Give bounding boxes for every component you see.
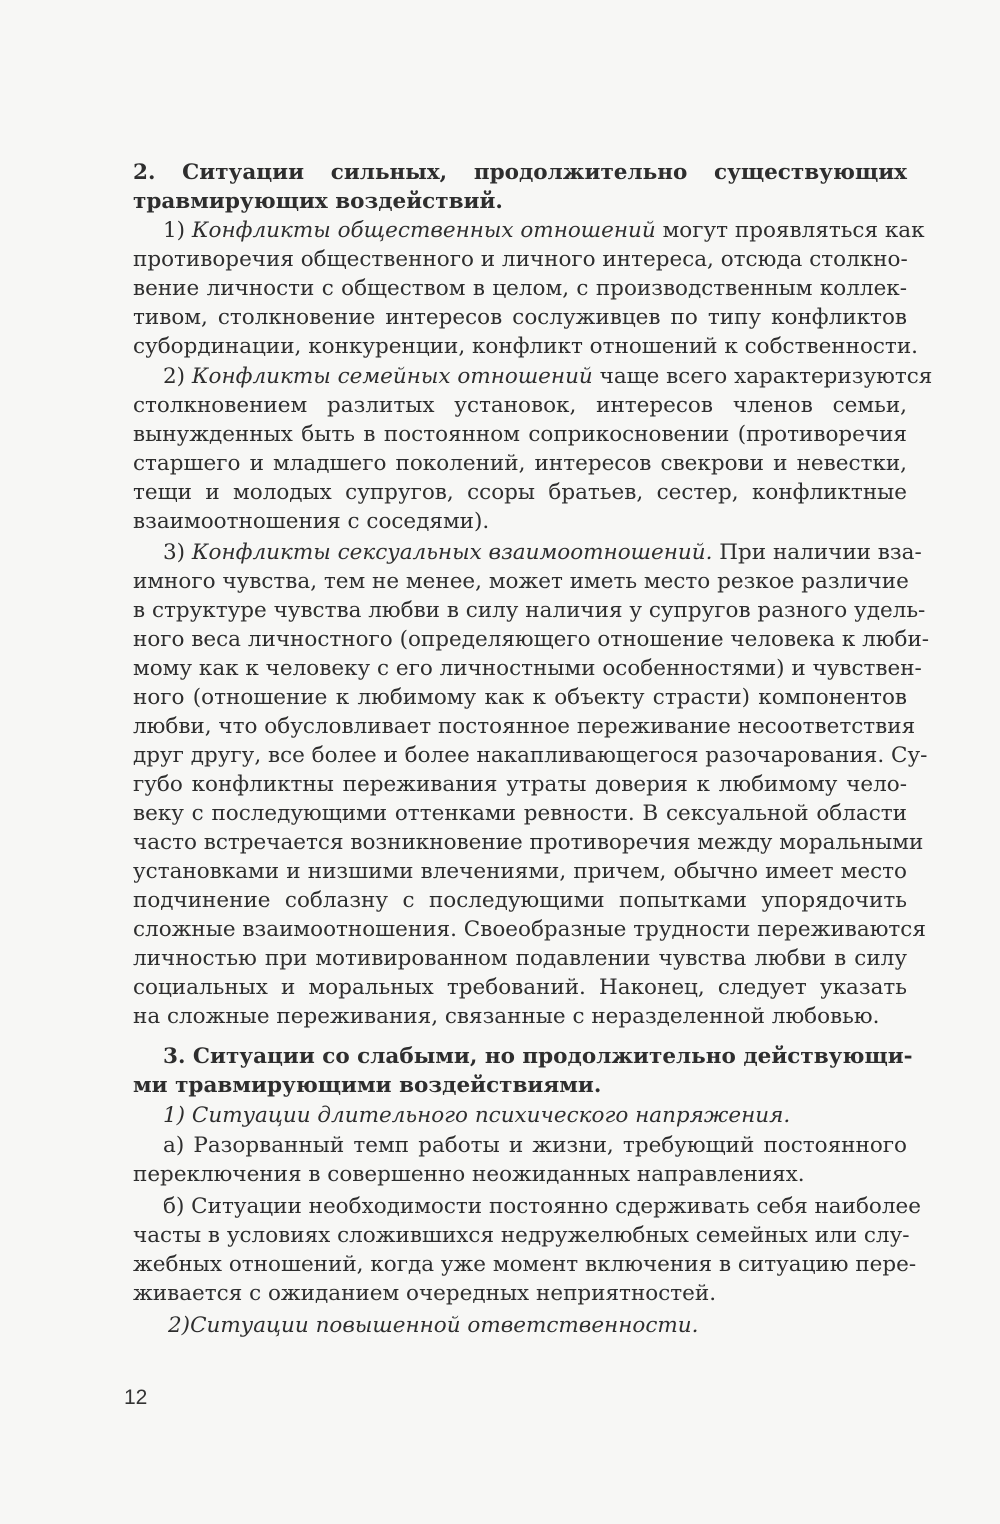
paragraph-2-lead: чаще всего характеризуются xyxy=(592,364,933,389)
paragraph-3-line: подчинение соблазну с последующими попытками упорядочить xyxy=(133,888,907,913)
item-b-line: жебных отношений, когда уже момент включения в ситуацию пере- xyxy=(133,1252,917,1277)
paragraph-1-number: 1) xyxy=(163,218,192,243)
paragraph-1-term: Конфликты общественных отношений xyxy=(191,218,656,243)
subsection-1-title: 1) Ситуации длительного психического напряжения. xyxy=(163,1103,791,1128)
paragraph-3-line: сложные взаимоотношения. Своеобразные трудности переживаются xyxy=(133,917,926,942)
paragraph-2-line: вынужденных быть в постоянном соприкосновении (противоречия xyxy=(133,422,907,447)
paragraph-1-line: субординации, конкуренции, конфликт отношений к собственности. xyxy=(133,334,918,359)
paragraph-2-line: тещи и молодых супругов, ссоры братьев, сестер, конфликтные xyxy=(133,480,907,505)
paragraph-1-lead: могут проявляться как xyxy=(655,218,925,243)
subsection-2-title: 2)Ситуации повышенной ответственности. xyxy=(168,1313,699,1338)
paragraph-3-line: личностью при мотивированном подавлении чувства любви в силу xyxy=(133,946,907,971)
paragraph-3-line: на сложные переживания, связанные с неразделенной любовью. xyxy=(133,1004,880,1029)
paragraph-3-line: установками и низшими влечениями, причем, обычно имеет место xyxy=(133,859,907,884)
paragraph-3-term: Конфликты сексуальных взаимоотношений. xyxy=(191,540,713,565)
paragraph-3-line: губо конфликтны переживания утраты доверия к любимому чело- xyxy=(133,772,907,797)
paragraph-3-first-line xyxy=(163,538,922,567)
paragraph-2-number: 2) xyxy=(163,364,192,389)
paragraph-2-line: взаимоотношения с соседями). xyxy=(133,509,490,534)
item-a-line: переключения в совершенно неожиданных направлениях. xyxy=(133,1162,805,1187)
item-b-line: живается с ожиданием очередных неприятностей. xyxy=(133,1281,717,1306)
paragraph-3-line: ного веса личностного (определяющего отношение человека к люби- xyxy=(133,627,930,652)
page-number: 12 xyxy=(124,1386,148,1409)
section-3-heading-line-2: ми травмирующими воздействиями. xyxy=(133,1073,602,1098)
paragraph-1-line: вение личности с обществом в целом, с производственным коллек- xyxy=(133,276,907,301)
paragraph-3-line: в структуре чувства любви в силу наличия у супругов разного удель- xyxy=(133,598,926,623)
paragraph-3-lead: При наличии вза- xyxy=(712,540,922,565)
paragraph-3-line: мому как к человеку с его личностными особенностями) и чувствен- xyxy=(133,656,922,681)
item-b-line: часты в условиях сложившихся недружелюбных семейных или слу- xyxy=(133,1223,910,1248)
item-b-line: б) Ситуации необходимости постоянно сдерживать себя наиболее xyxy=(163,1194,921,1219)
paragraph-3-line: социальных и моральных требований. Наконец, следует указать xyxy=(133,975,907,1000)
paragraph-3-line: ного (отношение к любимому как к объекту страсти) компонентов xyxy=(133,685,907,710)
paragraph-2-term: Конфликты семейных отношений xyxy=(191,364,593,389)
paragraph-2-first-line xyxy=(163,362,933,391)
item-a-line: а) Разорванный темп работы и жизни, требующий постоянного xyxy=(163,1133,907,1158)
section-2-heading-line-2: травмирующих воздействий. xyxy=(133,189,503,214)
section-2-heading-line-1: 2. Ситуации сильных, продолжительно существующих xyxy=(133,160,907,185)
paragraph-1-line: противоречия общественного и личного интереса, отсюда столкно- xyxy=(133,247,908,272)
paragraph-3-line: друг другу, все более и более накапливающегося разочарования. Су- xyxy=(133,743,928,768)
paragraph-3-line: имного чувства, тем не менее, может иметь место резкое различие xyxy=(133,569,909,594)
paragraph-3-line: часто встречается возникновение противоречия между моральными xyxy=(133,830,924,855)
paragraph-3-line: любви, что обусловливает постоянное переживание несоответствия xyxy=(133,714,916,739)
paragraph-2-line: столкновением разлитых установок, интересов членов семьи, xyxy=(133,393,907,418)
paragraph-2-line: старшего и младшего поколений, интересов свекрови и невестки, xyxy=(133,451,907,476)
paragraph-3-line: веку с последующими оттенками ревности. В сексуальной области xyxy=(133,801,907,826)
section-3-heading-line-1: 3. Ситуации со слабыми, но продолжительно действующи- xyxy=(163,1044,913,1069)
paragraph-3-number: 3) xyxy=(163,540,192,565)
paragraph-1-first-line xyxy=(163,216,925,245)
paragraph-1-line: тивом, столкновение интересов сослуживцев по типу конфликтов xyxy=(133,305,907,330)
